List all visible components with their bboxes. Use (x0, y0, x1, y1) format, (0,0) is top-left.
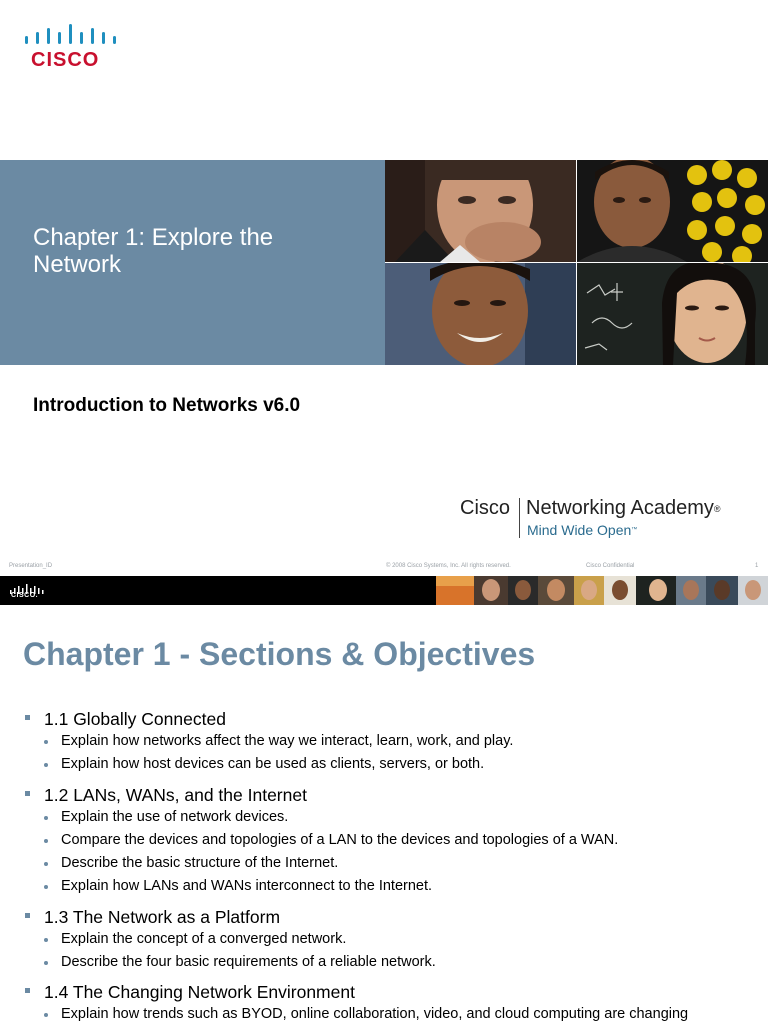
square-bullet-icon (25, 715, 30, 720)
section-heading-text: 1.3 The Network as a Platform (44, 906, 281, 927)
photo-collage (385, 160, 768, 365)
objective-item (25, 951, 765, 974)
academy-product (526, 496, 721, 520)
registered-mark: ® (713, 504, 721, 514)
header-photo-strip (436, 576, 768, 605)
square-bullet-icon (25, 988, 30, 993)
section-heading (25, 981, 765, 1003)
objective-text: Explain the concept of a converged network. (61, 930, 347, 947)
header-bar (0, 576, 768, 605)
square-bullet-icon (25, 913, 30, 918)
footer-presentation-id: Presentation_ID (9, 563, 53, 569)
section-heading (25, 906, 765, 928)
slide-title: Chapter 1 - Sections & Objectives (23, 636, 536, 672)
footer-page-number: 1 (755, 563, 759, 569)
cisco-small-wordmark: CISCO. (11, 592, 39, 599)
photo-man-thinking (385, 160, 576, 262)
objective-text: Describe the basic structure of the Internet. (61, 855, 339, 872)
dot-bullet-icon (44, 763, 48, 767)
title-band (0, 160, 385, 365)
objective-item (25, 829, 765, 852)
dot-bullet-icon (44, 740, 48, 744)
objective-text: Explain how trends such as BYOD, online collaboration, video, and cloud computing are changing (61, 1006, 689, 1023)
objective-item (25, 1003, 765, 1024)
course-title: Introduction to Networks v6.0 (33, 395, 301, 416)
cisco-wordmark: CISCO (31, 49, 100, 71)
dot-bullet-icon (44, 862, 48, 866)
academy-tagline-text: Mind Wide Open (527, 522, 632, 538)
objective-text: Explain how LANs and WANs interconnect to the Internet. (61, 878, 433, 895)
objective-item (25, 928, 765, 951)
academy-tagline (527, 522, 637, 538)
cisco-small-logo (10, 581, 44, 601)
section-heading-text: 1.1 Globally Connected (44, 709, 226, 729)
section-heading (25, 708, 765, 730)
objective-text: Compare the devices and topologies of a LAN to the devices and topologies of a WAN. (61, 831, 619, 848)
section-heading-text: 1.4 The Changing Network Environment (44, 982, 355, 1003)
trademark-mark: ™ (631, 527, 638, 533)
footer-copyright: © 2008 Cisco Systems, Inc. All rights reserved. (386, 563, 511, 569)
dot-bullet-icon (44, 816, 48, 820)
slide-title: Chapter 1: Explore the Network (33, 224, 274, 278)
dot-bullet-icon (44, 938, 48, 942)
academy-brand: Cisco (460, 497, 511, 519)
objective-text: Explain how host devices can be used as clients, servers, or both. (61, 756, 485, 773)
cisco-logo (24, 24, 118, 74)
square-bullet-icon (25, 791, 30, 796)
footer-confidential: Cisco Confidential (586, 563, 635, 569)
objective-item (25, 875, 765, 898)
objectives-slide (0, 576, 768, 1024)
objective-text: Explain how networks affect the way we interact, learn, work, and play. (61, 733, 514, 749)
dot-bullet-icon (44, 839, 48, 843)
objective-item (25, 730, 765, 753)
section-heading-text: 1.2 LANs, WANs, and the Internet (44, 784, 307, 805)
dot-bullet-icon (44, 885, 48, 889)
photo-young-man (577, 160, 768, 262)
objectives-list (25, 708, 765, 1024)
dot-bullet-icon (44, 961, 48, 965)
dot-bullet-icon (44, 1013, 48, 1017)
academy-divider (519, 498, 520, 538)
objective-item (25, 753, 765, 776)
objective-text: Explain the use of network devices. (61, 808, 289, 825)
objective-item (25, 852, 765, 875)
cisco-bridge-icon (24, 24, 118, 48)
photo-young-woman (577, 263, 768, 365)
objective-item (25, 806, 765, 829)
objective-text: Describe the four basic requirements of a reliable network. (61, 954, 436, 971)
section-heading (25, 784, 765, 806)
academy-product-text: Networking Academy (526, 497, 714, 519)
networking-academy-logo (460, 496, 760, 542)
photo-smiling-man (385, 263, 576, 365)
